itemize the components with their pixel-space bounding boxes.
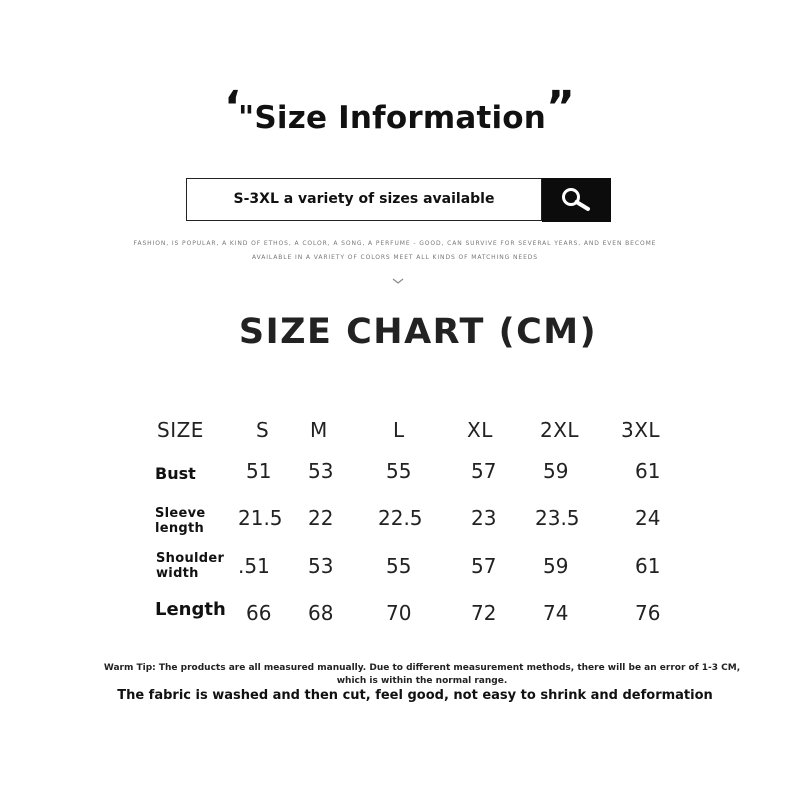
header-3xl: 3XL [621, 418, 661, 442]
row-label-sleeve-line2: length [155, 521, 205, 536]
header-m: M [310, 418, 328, 442]
table-cell: 61 [635, 554, 661, 578]
table-cell: 57 [471, 554, 497, 578]
table-cell: .51 [238, 554, 270, 578]
size-chart-title: SIZE CHART (CM) [238, 312, 598, 352]
table-cell: 55 [386, 554, 412, 578]
header-xl: XL [467, 418, 493, 442]
row-label-length: Length [155, 599, 226, 620]
table-cell: 23.5 [535, 506, 580, 530]
table-cell: 53 [308, 459, 334, 483]
table-cell: 57 [471, 459, 497, 483]
page-title: "Size Information [238, 100, 547, 136]
table-cell: 53 [308, 554, 334, 578]
header-s: S [256, 418, 270, 442]
table-cell: 61 [635, 459, 661, 483]
tagline-line-2: AVAILABLE IN A VARIETY OF COLORS MEET ALL KINDS OF MATCHING NEEDS [251, 254, 539, 261]
table-cell: 23 [471, 506, 497, 530]
row-label-shoulder-line1: Shoulder [156, 551, 225, 566]
table-cell: 22 [308, 506, 334, 530]
table-cell: 22.5 [378, 506, 423, 530]
search-button[interactable] [542, 178, 611, 222]
header-l: L [393, 418, 405, 442]
row-label-bust: Bust [155, 464, 196, 483]
fabric-note: The fabric is washed and then cut, feel good, not easy to shrink and deformation [117, 688, 713, 703]
warm-tip-line-2: which is within the normal range. [336, 676, 508, 686]
table-cell: 55 [386, 459, 412, 483]
open-quote-mark: ‘ [224, 82, 241, 133]
header-size: SIZE [157, 418, 204, 442]
table-cell: 76 [635, 601, 661, 625]
row-label-sleeve-line1: Sleeve [155, 506, 206, 521]
close-quote-mark: ” [546, 82, 575, 133]
tagline-line-1: FASHION, IS POPULAR, A KIND OF ETHOS, A COLOR, A SONG, A PERFUME - GOOD, CAN SURVIVE FOR SEVERAL YEARS, AND EVEN BECOME [133, 240, 657, 247]
table-cell: 59 [543, 554, 569, 578]
table-cell: 51 [246, 459, 272, 483]
table-cell: 66 [246, 601, 272, 625]
warm-tip-line-1: Warm Tip: The products are all measured manually. Due to different measurement methods, there will be an error of 1-3 CM, [103, 663, 741, 673]
search-bar-text[interactable]: S-3XL a variety of sizes available [233, 191, 495, 207]
table-cell: 24 [635, 506, 661, 530]
table-cell: 21.5 [238, 506, 283, 530]
row-label-shoulder-line2: width [156, 566, 199, 581]
magnifier-icon [559, 185, 595, 215]
table-cell: 59 [543, 459, 569, 483]
header-2xl: 2XL [540, 418, 580, 442]
table-cell: 74 [543, 601, 569, 625]
table-cell: 68 [308, 601, 334, 625]
table-cell: 70 [386, 601, 412, 625]
table-cell: 72 [471, 601, 497, 625]
chevron-down-icon [390, 276, 406, 286]
